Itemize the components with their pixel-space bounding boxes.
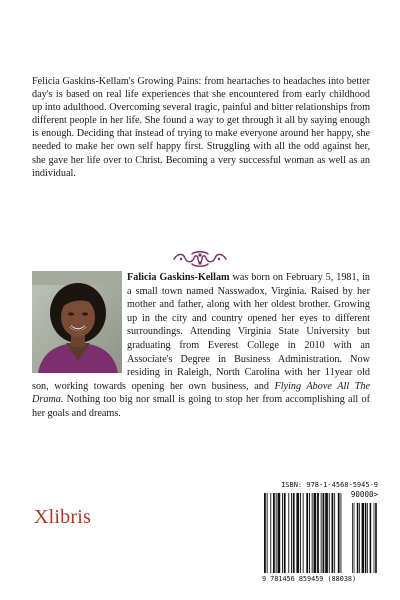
publisher-logo: Xlibris	[34, 506, 91, 528]
barcode-digits: 9 781456 859459 (88038)	[262, 575, 357, 583]
author-name: Falicia Gaskins-Kellam	[127, 272, 230, 283]
isbn-label: ISBN: 978-1-4568-5945-9	[281, 481, 378, 489]
back-cover-blurb: Felicia Gaskins-Kellam's Growing Pains: from heartaches to headaches into better day's is based on real life experiences that she encountered from early childhood up into adulthood. Overcoming several tragic, painful and bitter relationships from different people in her life. She found a way to get through it all by saying enough is enough. Deciding that instead of trying to make everyone around her happy, she needed to make her own self happy first. Struggling with all the odd against her, she gave her life over to Christ. Becoming a very successful woman as well as an individual.	[32, 76, 370, 179]
bio-text-part1: was born on February 5, 1981, in a small town named Nasswadox, Virginia. Raised by her mother and father, along with her oldest brother. Growing up in the city and country opened her eyes to different surroundings. Attending Virginia State University but graduating from Everest College in 2010 with an Associate's Degree in Business Administration. Now residing in Raleigh, North Carolina with her 11year old son, working towards opening her own business, and	[32, 272, 370, 392]
isbn-barcode	[262, 481, 378, 587]
bio-text-part2: Nothing too big nor small is going to stop her from accomplishing all of her goals and dreams.	[32, 394, 370, 419]
price-code: 90000>	[350, 490, 378, 499]
decorative-flourish-icon	[172, 250, 228, 268]
barcode-bars	[262, 491, 378, 575]
book-title: Flying Above All The Drama.	[32, 380, 371, 406]
author-photo	[32, 271, 122, 373]
